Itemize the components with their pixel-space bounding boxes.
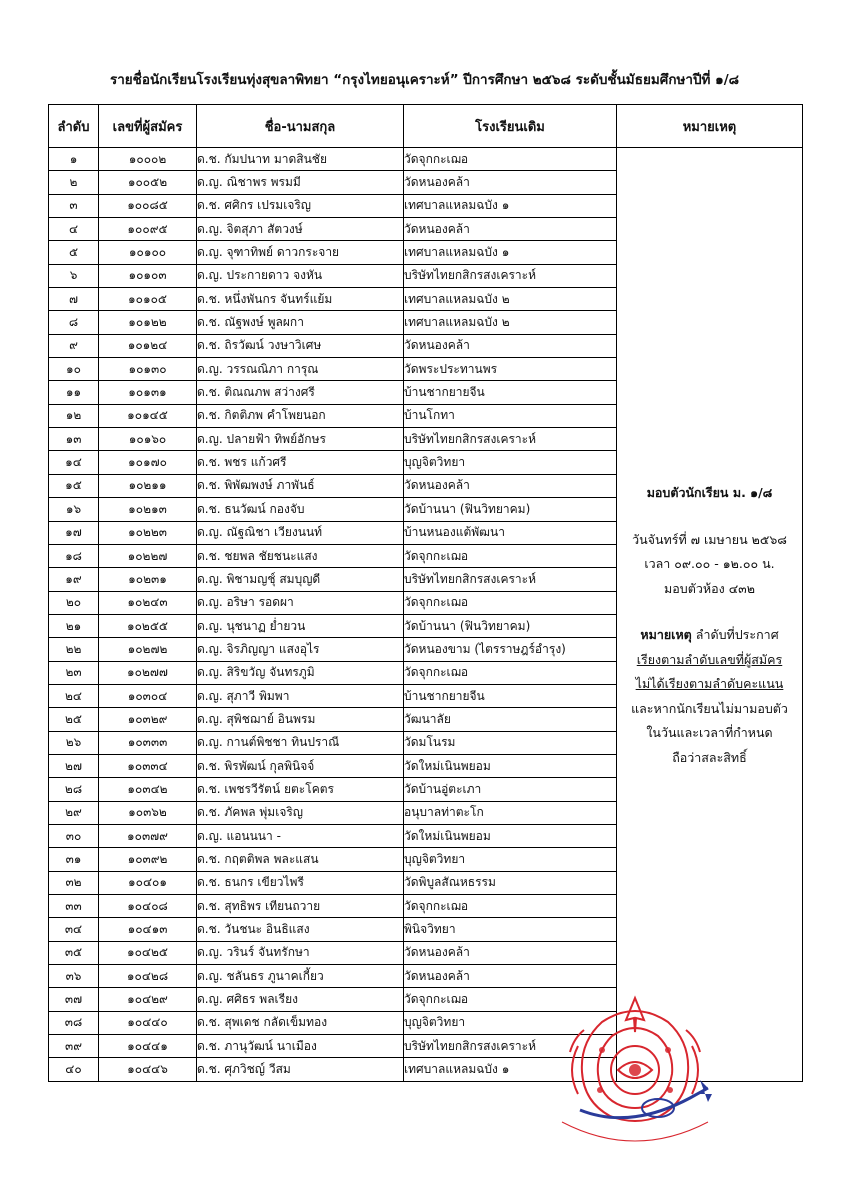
row-number: ๒: [49, 171, 99, 194]
note-label: หมายเหตุ: [640, 627, 692, 642]
application-number: ๑๐๒๗๒: [99, 638, 197, 661]
student-name: ด.ช. หนึ่งพันกร จันทร์แย้ม: [197, 288, 404, 311]
row-number: ๑๐: [49, 358, 99, 381]
application-number: ๑๐๑๖๐: [99, 428, 197, 451]
page-title: รายชื่อนักเรียนโรงเรียนทุ่งสุขลาพิทยา “กรุงไทยอนุเคราะห์” ปีการศึกษา ๒๕๖๘ ระดับชั้นมัธยมศึกษาปีที่ ๑/๘: [109, 72, 740, 88]
previous-school: เทศบาลแหลมฉบัง ๒: [404, 288, 617, 311]
row-number: ๓๐: [49, 824, 99, 847]
school-seal-icon: [540, 990, 730, 1160]
row-number: ๑: [49, 148, 99, 171]
application-number: ๑๐๑๒๔: [99, 334, 197, 357]
previous-school: วัดใหม่เนินพยอม: [404, 824, 617, 847]
previous-school: วัดจุกกะเฌอ: [404, 591, 617, 614]
remark-date: วันจันทร์ที่ ๗ เมษายน ๒๕๖๘: [632, 531, 787, 547]
row-number: ๙: [49, 334, 99, 357]
student-name: ด.ช. ศศิกร เปรมเจริญ: [197, 194, 404, 217]
remark-time: เวลา ๐๙.๐๐ - ๑๒.๐๐ น.: [644, 556, 775, 571]
previous-school: บริษัทไทยกสิกรสงเคราะห์: [404, 428, 617, 451]
previous-school: บุญจิตวิทยา: [404, 451, 617, 474]
student-name: ด.ช. กฤตติพล พละแสน: [197, 848, 404, 871]
row-number: ๓๗: [49, 988, 99, 1011]
student-name: ด.ญ. กานต์พิชชา ทินปราณี: [197, 731, 404, 754]
note-line-2: เรียงตามลำดับเลขที่ผู้สมัคร: [636, 651, 783, 667]
student-name: ด.ญ. ประกายดาว จงหัน: [197, 264, 404, 287]
previous-school: วัดมโนรม: [404, 731, 617, 754]
row-number: ๓: [49, 194, 99, 217]
previous-school: บ้านชากยายจีน: [404, 684, 617, 707]
previous-school: วัดบ้านอู่ตะเภา: [404, 778, 617, 801]
previous-school: บริษัทไทยกสิกรสงเคราะห์: [404, 568, 617, 591]
previous-school: บ้านหนองแต้พัฒนา: [404, 521, 617, 544]
application-number: ๑๐๓๒๙: [99, 708, 197, 731]
row-number: ๓๙: [49, 1035, 99, 1058]
row-number: ๗: [49, 288, 99, 311]
student-name: ด.ญ. นุชนาฏ ย่ำยวน: [197, 614, 404, 637]
student-name: ด.ญ. ชลันธร ภูนาคเกี้ยว: [197, 965, 404, 988]
row-number: ๑๕: [49, 474, 99, 497]
application-number: ๑๐๔๐๘: [99, 895, 197, 918]
row-number: ๒๒: [49, 638, 99, 661]
row-number: ๒๔: [49, 684, 99, 707]
row-number: ๓๓: [49, 895, 99, 918]
row-number: ๑๙: [49, 568, 99, 591]
previous-school: บุญจิตวิทยา: [404, 848, 617, 871]
row-number: ๑๔: [49, 451, 99, 474]
application-number: ๑๐๒๑๑: [99, 474, 197, 497]
note-line-1: ลำดับที่ประกาศ: [695, 627, 779, 642]
student-name: ด.ช. สุพเดช กลัดเข็มทอง: [197, 1011, 404, 1034]
student-name: ด.ญ. อริษา รอดผา: [197, 591, 404, 614]
previous-school: วัดพระประทานพร: [404, 358, 617, 381]
application-number: ๑๐๔๐๑: [99, 871, 197, 894]
row-number: ๓๕: [49, 941, 99, 964]
application-number: ๑๐๓๙๒: [99, 848, 197, 871]
remark-cell: [617, 148, 803, 1082]
previous-school: วัดหนองคล้า: [404, 334, 617, 357]
application-number: ๑๐๐๘๕: [99, 194, 197, 217]
previous-school: วัดหนองคล้า: [404, 474, 617, 497]
student-name: ด.ช. พชร แก้วศรี: [197, 451, 404, 474]
application-number: ๑๐๓๓๓: [99, 731, 197, 754]
student-name: ด.ช. ธนวัฒน์ กองจับ: [197, 498, 404, 521]
previous-school: วัดหนองขาม (ไตรราษฎร์อำรุง): [404, 638, 617, 661]
previous-school: วัดหนองคล้า: [404, 941, 617, 964]
remark-block: [617, 481, 802, 770]
roster-body: [49, 148, 803, 1082]
application-number: ๑๐๔๑๓: [99, 918, 197, 941]
application-number: ๑๐๓๓๔: [99, 754, 197, 777]
header-no: ลำดับ: [49, 105, 99, 148]
row-number: ๑๗: [49, 521, 99, 544]
student-name: ด.ช. ภานุวัฒน์ นาเมือง: [197, 1035, 404, 1058]
header-name: ชื่อ-นามสกุล: [197, 105, 404, 148]
application-number: ๑๐๑๓๐: [99, 358, 197, 381]
student-name: ด.ญ. สิริขวัญ จันทรภูมิ: [197, 661, 404, 684]
remark-room: มอบตัวห้อง ๔๓๒: [664, 580, 755, 596]
student-name: ด.ญ. สุพิชฌาย์ อินพรม: [197, 708, 404, 731]
previous-school: เทศบาลแหลมฉบัง ๑: [404, 194, 617, 217]
application-number: ๑๐๑๐๐: [99, 241, 197, 264]
row-number: ๑๓: [49, 428, 99, 451]
previous-school: วัดจุกกะเฌอ: [404, 544, 617, 567]
student-roster-table: [48, 104, 803, 1082]
application-number: ๑๐๑๐๕: [99, 288, 197, 311]
row-number: ๒๓: [49, 661, 99, 684]
row-number: ๓๔: [49, 918, 99, 941]
previous-school: บ้านชากยายจีน: [404, 381, 617, 404]
student-name: ด.ญ. ศศิธร พลเรียง: [197, 988, 404, 1011]
previous-school: วัดจุกกะเฌอ: [404, 661, 617, 684]
student-name: ด.ช. สุทธิพร เทียนถวาย: [197, 895, 404, 918]
previous-school: วัดบ้านนา (ฟินวิทยาคม): [404, 614, 617, 637]
row-number: ๒๗: [49, 754, 99, 777]
previous-school: เทศบาลแหลมฉบัง ๑: [404, 1058, 617, 1081]
application-number: ๑๐๒๓๑: [99, 568, 197, 591]
previous-school: วัดพิบูลสัณหธรรม: [404, 871, 617, 894]
student-name: ด.ญ. จิตสุภา สัตวงษ์: [197, 218, 404, 241]
student-name: ด.ช. ติณณภพ สว่างศรี: [197, 381, 404, 404]
row-number: ๑๒: [49, 404, 99, 427]
student-name: ด.ช. พิพัฒพงษ์ ภาพันธ์: [197, 474, 404, 497]
previous-school: บ้านโกทา: [404, 404, 617, 427]
previous-school: วัดจุกกะเฌอ: [404, 988, 617, 1011]
application-number: ๑๐๔๒๙: [99, 988, 197, 1011]
application-number: ๑๐๔๔๑: [99, 1035, 197, 1058]
table-header-row: [49, 105, 803, 148]
application-number: ๑๐๑๒๒: [99, 311, 197, 334]
header-remark: หมายเหตุ: [617, 105, 803, 148]
application-number: ๑๐๒๒๗: [99, 544, 197, 567]
row-number: ๔: [49, 218, 99, 241]
application-number: ๑๐๑๔๕: [99, 404, 197, 427]
row-number: ๒๙: [49, 801, 99, 824]
application-number: ๑๐๒๔๓: [99, 591, 197, 614]
student-name: ด.ช. กิตติภพ คำโพยนอก: [197, 404, 404, 427]
row-number: ๓๒: [49, 871, 99, 894]
previous-school: วัดหนองคล้า: [404, 965, 617, 988]
student-name: ด.ช. ศุภวิชญ์ วีสม: [197, 1058, 404, 1081]
student-name: ด.ช. วันชนะ อินธิแสง: [197, 918, 404, 941]
application-number: ๑๐๒๒๓: [99, 521, 197, 544]
application-number: ๑๐๒๕๕: [99, 614, 197, 637]
previous-school: บริษัทไทยกสิกรสงเคราะห์: [404, 264, 617, 287]
row-number: ๖: [49, 264, 99, 287]
row-number: ๓๖: [49, 965, 99, 988]
row-number: ๑๘: [49, 544, 99, 567]
student-name: ด.ญ. พิชามญชุ์ สมบุญดี: [197, 568, 404, 591]
student-name: ด.ช. ธนกร เขียวไพรี: [197, 871, 404, 894]
previous-school: วัดใหม่เนินพยอม: [404, 754, 617, 777]
application-number: ๑๐๐๙๕: [99, 218, 197, 241]
application-number: ๑๐๐๐๒: [99, 148, 197, 171]
row-number: ๓๘: [49, 1011, 99, 1034]
application-number: ๑๐๓๔๒: [99, 778, 197, 801]
student-name: ด.ญ. แอนนนา -: [197, 824, 404, 847]
row-number: ๓๑: [49, 848, 99, 871]
student-name: ด.ช. กัมปนาท มาดสินชัย: [197, 148, 404, 171]
header-school: โรงเรียนเดิม: [404, 105, 617, 148]
row-number: ๒๕: [49, 708, 99, 731]
previous-school: วัดหนองคล้า: [404, 218, 617, 241]
application-number: ๑๐๑๐๓: [99, 264, 197, 287]
application-number: ๑๐๒๑๓: [99, 498, 197, 521]
application-number: ๑๐๒๗๗: [99, 661, 197, 684]
student-name: ด.ช. ภัคพล พุ่มเจริญ: [197, 801, 404, 824]
student-name: ด.ญ. ปลายฟ้า ทิพย์อักษร: [197, 428, 404, 451]
application-number: ๑๐๔๔๖: [99, 1058, 197, 1081]
application-number: ๑๐๔๒๘: [99, 965, 197, 988]
student-name: ด.ช. เพชรวีรัตน์ ยตะโคตร: [197, 778, 404, 801]
student-name: ด.ญ. ณัฐณิชา เวียงนนท์: [197, 521, 404, 544]
student-name: ด.ญ. จิรภิญญา แสงอุไร: [197, 638, 404, 661]
note-line-4: และหากนักเรียนไม่มามอบตัว: [631, 700, 788, 716]
student-name: ด.ช. ถิรวัฒน์ วงษาวิเศษ: [197, 334, 404, 357]
row-number: ๒๘: [49, 778, 99, 801]
table-row: [49, 148, 803, 171]
student-name: ด.ช. ชยพล ชัยชนะแสง: [197, 544, 404, 567]
application-number: ๑๐๓๖๒: [99, 801, 197, 824]
row-number: ๑๖: [49, 498, 99, 521]
row-number: ๔๐: [49, 1058, 99, 1081]
student-name: ด.ช. ณัฐพงษ์ พูลผกา: [197, 311, 404, 334]
student-name: ด.ญ. วรินร์ จันทรักษา: [197, 941, 404, 964]
previous-school: วัดจุกกะเฌอ: [404, 148, 617, 171]
note-line-6: ถือว่าสละสิทธิ์: [672, 749, 747, 765]
previous-school: บริษัทไทยกสิกรสงเคราะห์: [404, 1035, 617, 1058]
note-line-5: ในวันและเวลาที่กำหนด: [646, 725, 773, 740]
remark-heading: มอบตัวนักเรียน ม. ๑/๘: [646, 485, 773, 500]
previous-school: วัดบ้านนา (ฟินวิทยาคม): [404, 498, 617, 521]
row-number: ๒๐: [49, 591, 99, 614]
previous-school: วัฒนาลัย: [404, 708, 617, 731]
student-name: ด.ญ. วรรณณิภา การุณ: [197, 358, 404, 381]
row-number: ๒๖: [49, 731, 99, 754]
application-number: ๑๐๑๗๐: [99, 451, 197, 474]
previous-school: วัดจุกกะเฌอ: [404, 895, 617, 918]
student-name: ด.ญ. สุภาวี พิมพา: [197, 684, 404, 707]
application-number: ๑๐๑๓๑: [99, 381, 197, 404]
application-number: ๑๐๓๐๔: [99, 684, 197, 707]
previous-school: อนุบาลท่าตะโก: [404, 801, 617, 824]
row-number: ๒๑: [49, 614, 99, 637]
previous-school: เทศบาลแหลมฉบัง ๑: [404, 241, 617, 264]
row-number: ๕: [49, 241, 99, 264]
row-number: ๑๑: [49, 381, 99, 404]
student-name: ด.ช. พิรพัฒน์ กุลพินิจจ์: [197, 754, 404, 777]
student-name: ด.ญ. ณิชาพร พรมมี: [197, 171, 404, 194]
previous-school: พินิจวิทยา: [404, 918, 617, 941]
previous-school: บุญจิตวิทยา: [404, 1011, 617, 1034]
row-number: ๘: [49, 311, 99, 334]
previous-school: เทศบาลแหลมฉบัง ๒: [404, 311, 617, 334]
student-name: ด.ญ. จุฑาทิพย์ ดาวกระจาย: [197, 241, 404, 264]
previous-school: วัดหนองคล้า: [404, 171, 617, 194]
application-number: ๑๐๔๔๐: [99, 1011, 197, 1034]
note-line-3: ไม่ได้เรียงตามลำดับคะแนน: [635, 676, 784, 691]
application-number: ๑๐๐๕๒: [99, 171, 197, 194]
application-number: ๑๐๔๒๕: [99, 941, 197, 964]
application-number: ๑๐๓๗๙: [99, 824, 197, 847]
header-app-id: เลขที่ผู้สมัคร: [99, 105, 197, 148]
